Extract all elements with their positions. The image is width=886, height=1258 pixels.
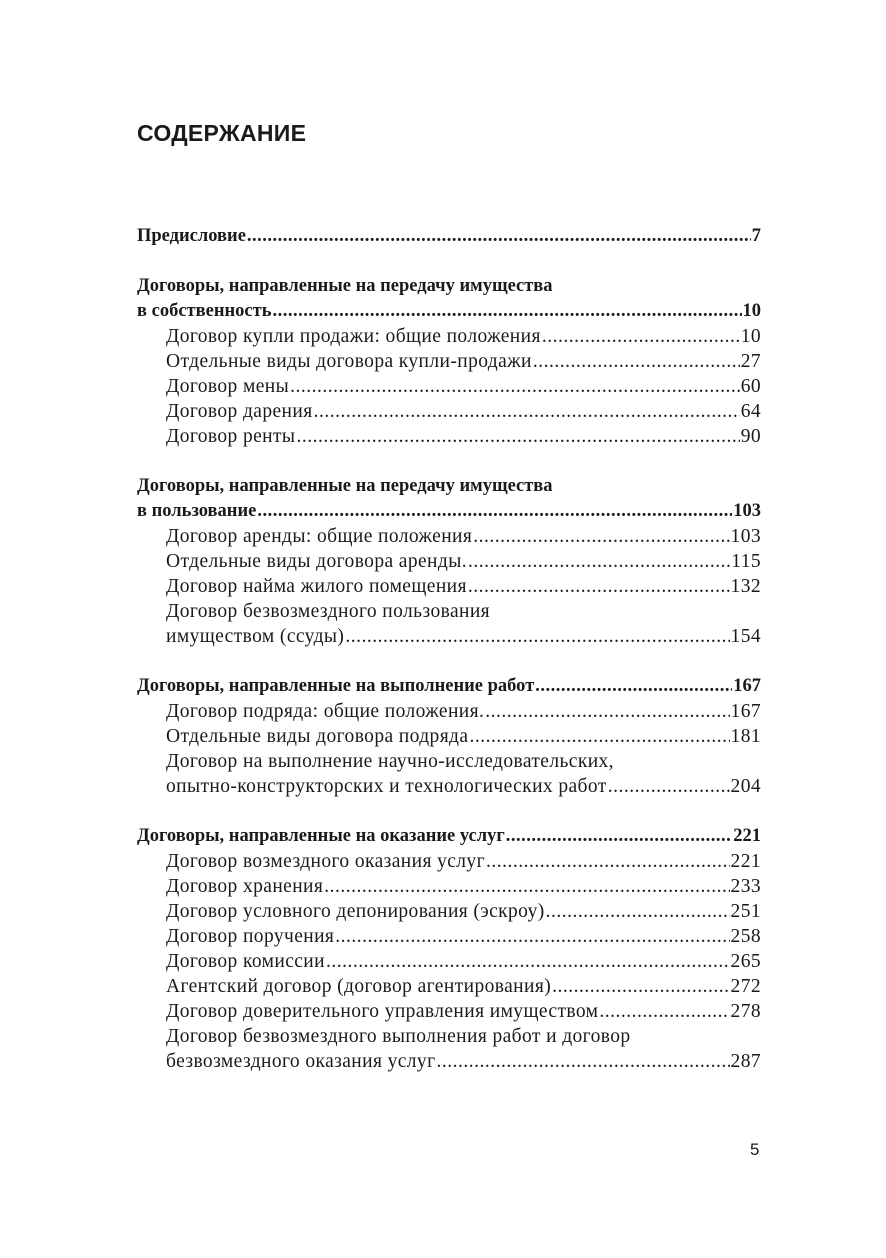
toc-entry-title: Договор доверительного управления имуществом xyxy=(166,1001,599,1022)
dot-leader xyxy=(468,549,730,574)
toc-page-number: 278 xyxy=(730,1001,761,1022)
toc-entry[interactable] xyxy=(137,374,761,399)
toc-entry[interactable] xyxy=(137,699,761,724)
dot-leader xyxy=(468,574,730,599)
toc-entry[interactable] xyxy=(137,949,761,974)
toc-page-number: 167 xyxy=(730,701,761,722)
toc-entry[interactable] xyxy=(137,324,761,349)
toc-entry-title: Отдельные виды договора подряда xyxy=(166,726,469,747)
toc-entry[interactable] xyxy=(137,624,761,649)
toc-page-number: 27 xyxy=(740,351,761,372)
dot-leader xyxy=(314,399,740,424)
toc-entry-title: Договор дарения xyxy=(166,401,313,422)
dot-leader xyxy=(324,874,729,899)
toc-entry-first-line: Договор безвозмездного пользования xyxy=(166,601,491,622)
toc-entry[interactable] xyxy=(137,574,761,599)
dot-leader xyxy=(542,324,740,349)
toc-entry[interactable] xyxy=(137,399,761,424)
toc-entry-title: Договор возмездного оказания услуг xyxy=(166,851,485,872)
toc-page-number: 258 xyxy=(730,926,761,947)
dot-leader xyxy=(535,674,732,699)
toc-entry[interactable] xyxy=(137,974,761,999)
toc-entry-title: Договоры, направленные на выполнение работ xyxy=(137,676,535,696)
toc-page-number: 233 xyxy=(730,876,761,897)
toc-entry[interactable] xyxy=(137,524,761,549)
dot-leader xyxy=(326,949,730,974)
toc-entry-title: в собственность xyxy=(137,301,272,321)
toc-section-entry[interactable] xyxy=(137,824,761,849)
toc-entry-title: опытно-конструкторских и технологических работ xyxy=(166,776,607,797)
toc-entry-title: Предисловие xyxy=(137,226,246,246)
toc-page-number: 115 xyxy=(731,551,761,572)
toc-entry[interactable] xyxy=(137,349,761,374)
dot-leader xyxy=(599,999,729,1024)
toc-entry[interactable] xyxy=(137,774,761,799)
toc-page-number: 272 xyxy=(730,976,761,997)
toc-page-number: 265 xyxy=(730,951,761,972)
toc-page-number: 221 xyxy=(733,826,761,846)
toc-entry[interactable] xyxy=(137,899,761,924)
page-number: 5 xyxy=(750,1140,760,1159)
toc-entry[interactable] xyxy=(137,424,761,449)
toc-entry[interactable] xyxy=(137,724,761,749)
toc-page-number: 251 xyxy=(730,901,761,922)
toc-entry-title: Договор ренты xyxy=(166,426,296,447)
toc-page-number: 90 xyxy=(740,426,761,447)
toc-entry-title: Договор комиссии xyxy=(166,951,325,972)
toc-section-heading: Договоры, направленные на передачу имущества xyxy=(137,476,553,496)
toc-entry-title: имуществом (ссуды) xyxy=(166,626,345,647)
toc-entry-title: Договор мены xyxy=(166,376,290,397)
toc-entry[interactable] xyxy=(137,549,761,574)
dot-leader xyxy=(247,224,751,249)
dot-leader xyxy=(485,699,729,724)
dot-leader xyxy=(473,524,729,549)
toc-section-entry[interactable] xyxy=(137,299,761,324)
toc-page-number: 103 xyxy=(730,526,761,547)
toc-entry-title: Договор подряда: общие положения. xyxy=(166,701,485,722)
toc-entry[interactable] xyxy=(137,874,761,899)
dot-leader xyxy=(296,424,739,449)
dot-leader xyxy=(486,849,730,874)
toc-page-number: 204 xyxy=(730,776,761,797)
toc-entry-title: Отдельные виды договора аренды. xyxy=(166,551,467,572)
toc-page-number: 221 xyxy=(730,851,761,872)
toc-entry-title: Договор купли продажи: общие положения xyxy=(166,326,541,347)
toc-page-number: 167 xyxy=(733,676,761,696)
toc-entry-title: Договоры, направленные на оказание услуг xyxy=(137,826,505,846)
toc-page-number: 10 xyxy=(742,301,761,321)
toc-entry-title: Договор найма жилого помещения xyxy=(166,576,467,597)
dot-leader xyxy=(290,374,740,399)
toc-page-number: 287 xyxy=(730,1051,761,1072)
toc-entry[interactable] xyxy=(137,849,761,874)
toc-entry-first-line: Договор на выполнение научно-исследовательских, xyxy=(166,751,614,772)
toc-entry-title: Договор поручения xyxy=(166,926,335,947)
toc-section-entry[interactable] xyxy=(137,499,761,524)
toc-page-number: 10 xyxy=(740,326,761,347)
dot-leader xyxy=(533,349,740,374)
toc-entry[interactable] xyxy=(137,999,761,1024)
toc-entry[interactable] xyxy=(137,1049,761,1074)
toc-entry-first-line: Договор безвозмездного выполнения работ и договор xyxy=(166,1026,631,1047)
toc-entry-title: безвозмездного оказания услуг xyxy=(166,1051,436,1072)
dot-leader xyxy=(608,774,730,799)
toc-page-number: 154 xyxy=(730,626,761,647)
toc-entry-title: Договор условного депонирования (эскроу) xyxy=(166,901,545,922)
toc-entry-title: Отдельные виды договора купли-продажи xyxy=(166,351,532,372)
page-title: СОДЕРЖАНИЕ xyxy=(137,120,307,146)
toc-entry-preface[interactable] xyxy=(137,224,761,249)
dot-leader xyxy=(469,724,729,749)
dot-leader xyxy=(506,824,732,849)
dot-leader xyxy=(436,1049,729,1074)
dot-leader xyxy=(552,974,729,999)
toc-entry[interactable] xyxy=(137,924,761,949)
toc-entry-title: Договор аренды: общие положения xyxy=(166,526,473,547)
toc-page-number: 181 xyxy=(730,726,761,747)
toc-page-number: 7 xyxy=(751,226,761,246)
toc-page-number: 132 xyxy=(730,576,761,597)
dot-leader xyxy=(335,924,729,949)
dot-leader xyxy=(257,499,732,524)
dot-leader xyxy=(345,624,729,649)
toc-page-number: 64 xyxy=(740,401,761,422)
dot-leader xyxy=(272,299,741,324)
toc-section-entry[interactable] xyxy=(137,674,761,699)
dot-leader xyxy=(546,899,730,924)
toc-page-number: 60 xyxy=(740,376,761,397)
toc-section-heading: Договоры, направленные на передачу имущества xyxy=(137,276,553,296)
toc-entry-title: Договор хранения xyxy=(166,876,324,897)
toc-entry-title: Агентский договор (договор агентирования) xyxy=(166,976,552,997)
table-of-contents xyxy=(137,224,761,1074)
toc-entry-title: в пользование xyxy=(137,501,257,521)
toc-page-number: 103 xyxy=(733,501,761,521)
